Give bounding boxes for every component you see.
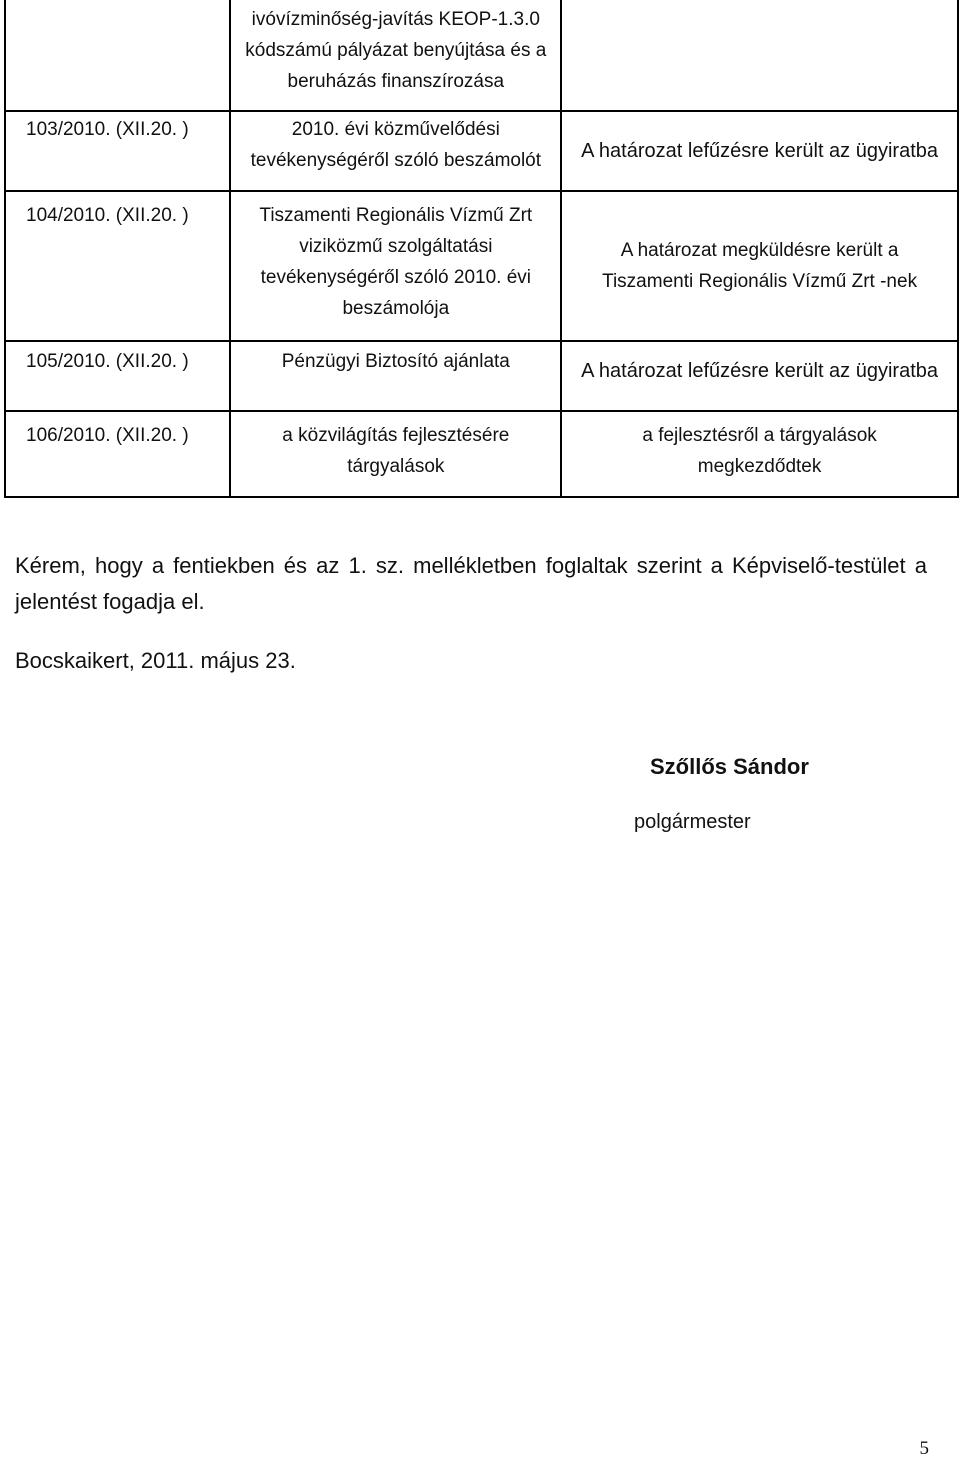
resolution-subject-cell: Tiszamenti Regionális Vízmű Zrt viziközmű szolgáltatási tevékenységéről szóló 2010. évi beszámolója <box>230 191 561 341</box>
table-row <box>5 0 958 111</box>
resolution-subject-cell: 2010. évi közművelődési tevékenységéről szóló beszámolót <box>230 111 561 191</box>
resolution-result-text: A határozat megküldésre került a Tiszamenti Regionális Vízmű Zrt -nek <box>602 240 918 292</box>
resolution-result-cell <box>561 191 958 341</box>
resolution-id-cell <box>5 0 230 111</box>
resolution-result-cell <box>561 411 958 497</box>
resolution-result-text: A határozat lefűzésre került az ügyiratba <box>581 139 939 162</box>
resolution-subject-cell: Pénzügyi Biztosító ajánlata <box>230 341 561 411</box>
resolution-subject-cell: ivóvízminőség-javítás KEOP-1.3.0 kódszámú pályázat benyújtása és a beruházás finanszírozása <box>230 0 561 111</box>
resolution-result-text: a fejlesztésről a tárgyalások megkezdődtek <box>642 425 877 477</box>
resolution-subject-cell: a közvilágítás fejlesztésére tárgyalások <box>230 411 561 497</box>
place-date: Bocskaikert, 2011. május 23. <box>15 648 296 673</box>
resolution-result-cell <box>561 0 958 111</box>
table-row <box>5 341 958 411</box>
resolution-id-cell: 106/2010. (XII.20. ) <box>5 411 230 497</box>
table-row <box>5 411 958 497</box>
resolution-result-cell <box>561 341 958 411</box>
resolutions-table <box>4 0 959 498</box>
request-paragraph: Kérem, hogy a fentiekben és az 1. sz. mellékletben foglaltak szerint a Képviselő-testület a jelentést fogadja el. <box>15 553 927 614</box>
resolution-result-cell <box>561 111 958 191</box>
page-number: 5 <box>919 1438 929 1459</box>
resolution-id-cell: 105/2010. (XII.20. ) <box>5 341 230 411</box>
table-row <box>5 191 958 341</box>
resolution-id-cell: 104/2010. (XII.20. ) <box>5 191 230 341</box>
table-row <box>5 111 958 191</box>
resolution-id-cell: 103/2010. (XII.20. ) <box>5 111 230 191</box>
signatory-title: polgármester <box>634 811 751 833</box>
signatory-name: Szőllős Sándor <box>650 754 809 779</box>
resolution-result-text: A határozat lefűzésre került az ügyiratba <box>581 360 939 382</box>
